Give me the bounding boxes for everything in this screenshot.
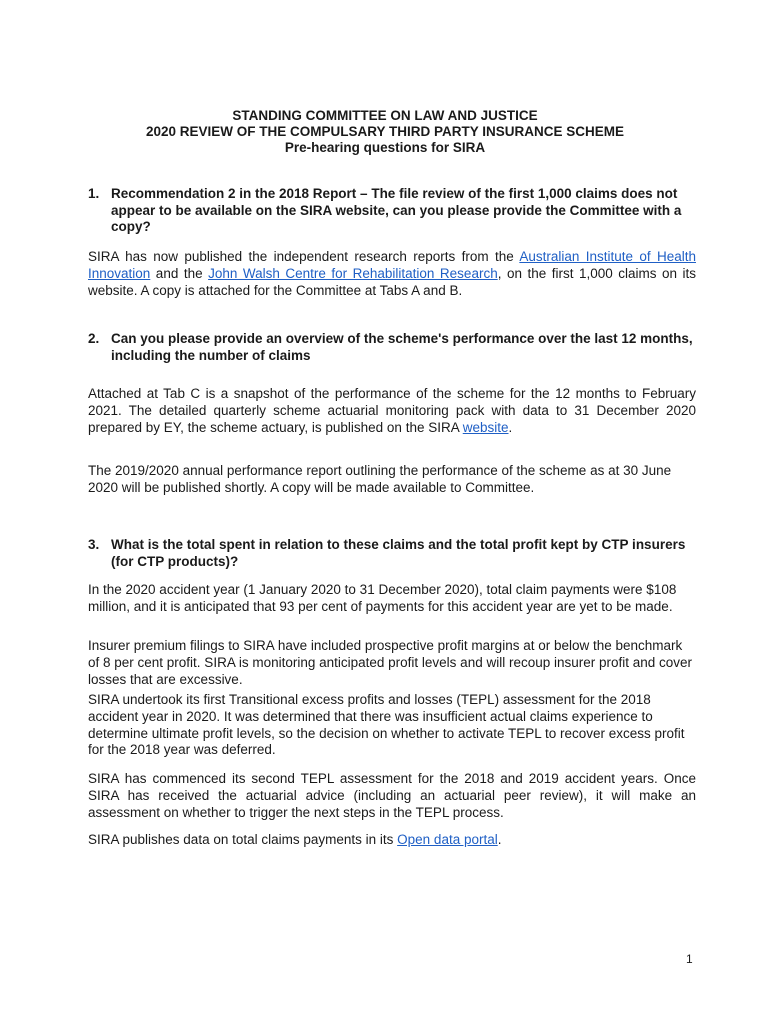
answer-2-paragraph-2: The 2019/2020 annual performance report outlining the performance of the scheme as at 30 June 2020 will be published shortly. A copy will be made available to Committee. [88, 463, 672, 495]
aihi-link[interactable]: Australian Institute of Health Innovation [88, 249, 696, 281]
answer-3-paragraph-1: In the 2020 accident year (1 January 2020 to 31 December 2020), total claim payments were $108 million, and it is anticipated that 93 per cent of payments for this accident year are yet to be made. [88, 582, 677, 614]
question-3 [88, 537, 696, 570]
question-text: Can you please provide an overview of the scheme's performance over the last 12 months, including the number of claims [111, 331, 693, 363]
question-2 [88, 331, 696, 364]
document-subtitle: Pre-hearing questions for SIRA [284, 140, 486, 155]
answer-2-paragraph-1 [88, 386, 696, 436]
answer-text: SIRA has now published the independent research reports from the [88, 249, 520, 264]
page-number: 1 [686, 952, 693, 966]
answer-3-paragraph-3: SIRA undertook its first Transitional excess profits and losses (TEPL) assessment for the 2018 accident year in 2020. It was determined that there was insufficient actual claims experience to determine ultimate profit levels, so the decision on whether to activate TEPL to recover excess profit for the 2018 year was deferred. [88, 692, 685, 758]
answer-text: SIRA publishes data on total claims payments in its [88, 832, 398, 847]
answer-text: . [497, 832, 502, 847]
question-1 [88, 186, 696, 236]
question-number: 1. [88, 186, 100, 201]
answer-3-paragraph-2: Insurer premium filings to SIRA have included prospective profit margins at or below the benchmark of 8 per cent profit. SIRA is monitoring anticipated profit levels and will recoup insurer profit and cover losses that are excessive. [88, 638, 693, 687]
answer-text: . [508, 419, 513, 435]
sira-website-link[interactable]: website [462, 419, 509, 435]
answer-text: Attached at Tab C is a snapshot of the performance of the scheme for the 12 months to February 2021. The detailed quarterly scheme actuarial monitoring pack with data to 31 December 2020 prepared by EY, the scheme actuary, is published on the SIRA [88, 386, 696, 435]
john-walsh-centre-link[interactable]: John Walsh Centre for Rehabilitation Research [208, 265, 498, 281]
answer-3-paragraph-5 [88, 832, 696, 849]
answer-1-paragraph [88, 249, 696, 299]
question-text: Recommendation 2 in the 2018 Report – The file review of the first 1,000 claims does not appear to be available on the SIRA website, can you please provide the Committee with a copy? [111, 186, 682, 234]
open-data-portal-link[interactable]: Open data portal [397, 832, 498, 847]
answer-3-paragraph-4: SIRA has commenced its second TEPL assessment for the 2018 and 2019 accident years. Once SIRA has received the actuarial advice (including an actuarial peer review), it will make an assessment on whether to trigger the next steps in the TEPL process. [88, 771, 696, 820]
question-number: 3. [88, 537, 100, 552]
question-number: 2. [88, 331, 100, 346]
question-text: What is the total spent in relation to these claims and the total profit kept by CTP insurers (for CTP products)? [111, 537, 686, 569]
answer-text: , on the first 1,000 claims on its website. A copy is attached for the Committee at Tabs A and B. [88, 265, 696, 298]
document-header [0, 108, 770, 156]
committee-title: STANDING COMMITTEE ON LAW AND JUSTICE [232, 108, 538, 123]
review-title: 2020 REVIEW OF THE COMPULSARY THIRD PARTY INSURANCE SCHEME [145, 124, 625, 139]
answer-text: and the [150, 265, 209, 281]
